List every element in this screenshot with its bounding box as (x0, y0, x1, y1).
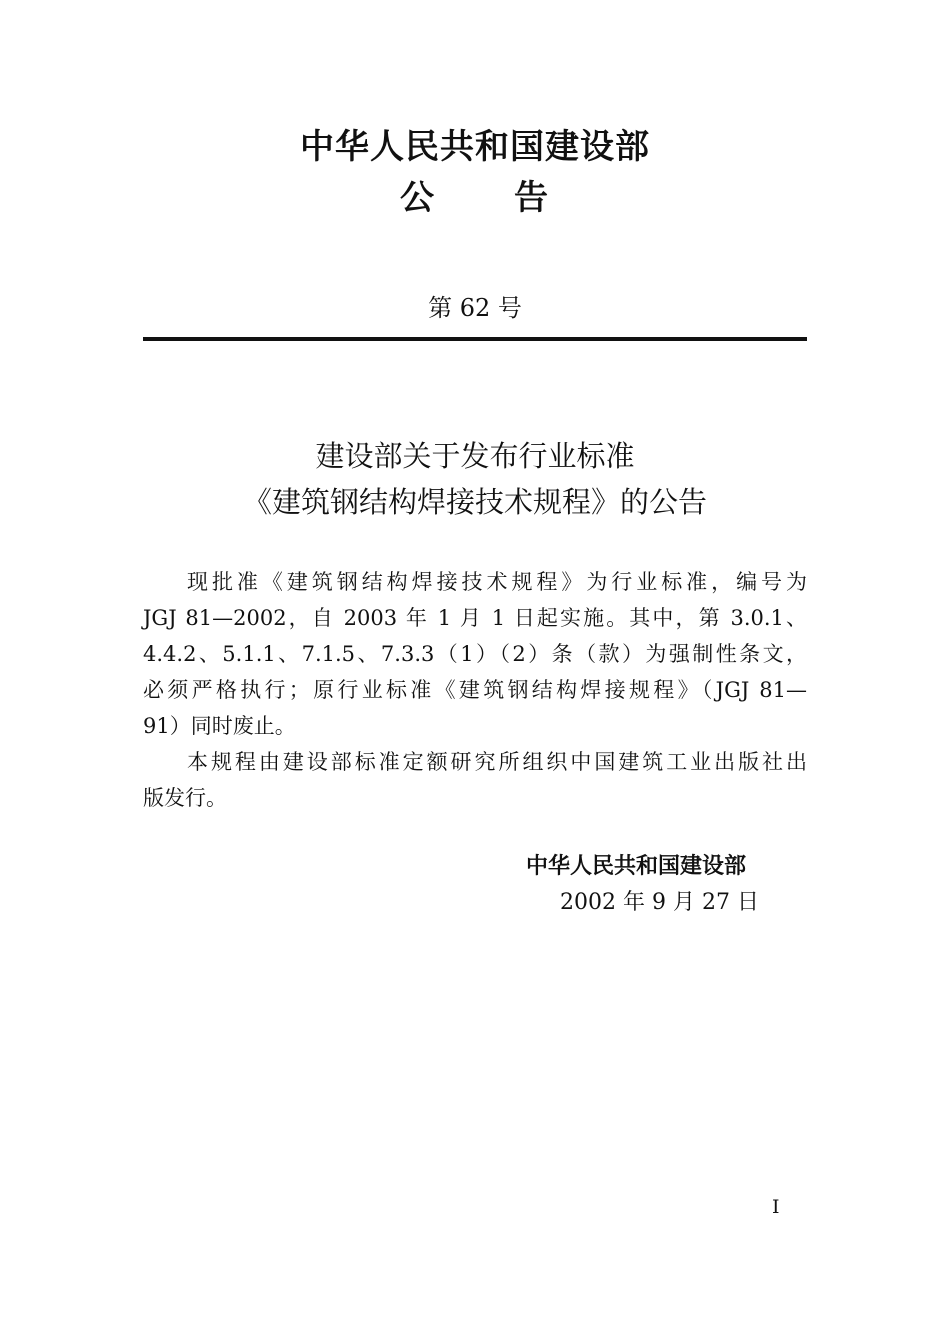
signature-org: 中华人民共和国建设部 (526, 854, 747, 879)
signature-date: 2002 年 9 月 27 日 (560, 890, 759, 915)
header-divider (143, 337, 807, 341)
doc-type-char-2: 告 (514, 178, 548, 218)
body-p1-line-2: JGJ 81—2002，自 2003 年 1 月 1 日起实施。其中，第 3.0.1、 (143, 606, 807, 630)
doc-number: 第 62 号 (428, 294, 522, 322)
body-p2-line-2: 版发行。 (143, 786, 227, 810)
subject-line-1: 建设部关于发布行业标准 (315, 439, 635, 473)
doc-type-char-1: 公 (400, 178, 434, 218)
issuer-title: 中华人民共和国建设部 (300, 127, 650, 167)
body-p2-line-1: 本规程由建设部标准定额研究所组织中国建筑工业出版社出 (187, 750, 807, 774)
body-p1-line-5: 91）同时废止。 (143, 714, 296, 738)
page-number: I (772, 1196, 780, 1218)
body-p1-line-3: 4.4.2、5.1.1、7.1.5、7.3.3（1）（2）条（款）为强制性条文， (143, 642, 807, 666)
subject-line-2: 《建筑钢结构焊接技术规程》的公告 (242, 485, 707, 519)
body-p1-line-4: 必须严格执行；原行业标准《建筑钢结构焊接规程》（JGJ 81— (143, 678, 807, 702)
body-p1-line-1: 现批准《建筑钢结构焊接技术规程》为行业标准，编号为 (187, 570, 807, 594)
